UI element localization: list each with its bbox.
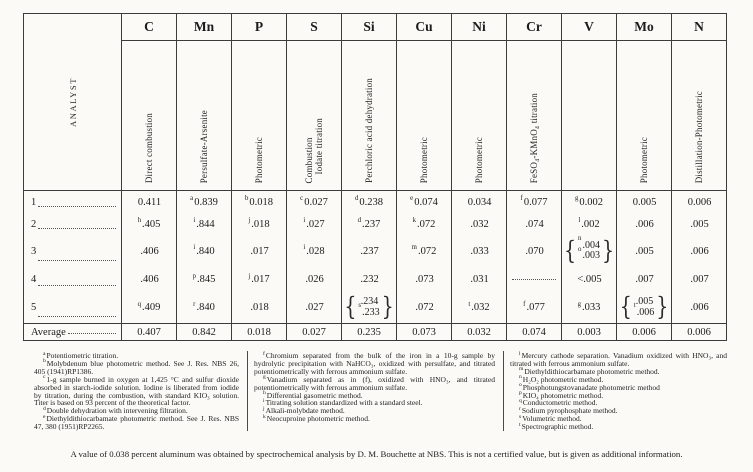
col-header-ni: Ni xyxy=(451,14,506,41)
col-header-si: Si xyxy=(341,14,396,41)
cell-1-cu: $^e$ 0.074 xyxy=(396,191,451,213)
dotted-leader xyxy=(38,228,116,229)
row-label-5: 5 xyxy=(24,292,121,323)
cell-1-v: $^g$ 0.002 xyxy=(561,191,616,213)
cell-1-si: $^d$ 0.238 xyxy=(341,191,396,213)
cell-4-ni: .031 xyxy=(451,267,506,292)
col-header-mo: Mo xyxy=(616,14,671,41)
col-header-s: S xyxy=(286,14,341,41)
analysis-table xyxy=(23,13,727,341)
footnote-g: $^g$Vanadium separated as in (f), oxidized with HNO₃, and titrated potentiometrically with ferrous ammonium sulfate. xyxy=(254,374,495,392)
cell-3-cr: .070 xyxy=(506,235,561,267)
dotted-leader xyxy=(38,316,116,317)
cell-2-mo: .006 xyxy=(616,213,671,235)
dotted-leader xyxy=(38,206,116,207)
method-header-ni: Photometric xyxy=(451,41,506,191)
footnote-c: $^c$1-g sample burned in oxygen at 1,425 °C and sulfur dioxide absorbed in starch-iodide solution. Iodine is liberated from iodide by titration, during the combustion, with standard KIO₃ solution. Titer is based on 93 percent of the theoretical factor. xyxy=(34,374,239,408)
footnote-l: $^l$Mercury cathode separation. Vanadium oxidized with HNO₃, and titrated with ferrous ammonium sulfate. xyxy=(510,350,727,368)
dotted-leader xyxy=(68,333,116,334)
cell-1-cr: $^f$ 0.077 xyxy=(506,191,561,213)
analyst-column-header xyxy=(24,14,121,191)
footnote-m: $^m$Diethyldithiocarbamate photometric method. xyxy=(519,366,660,376)
cell-1-s: $^c$ 0.027 xyxy=(286,191,341,213)
cell-5-n: .006 xyxy=(671,292,726,323)
row-label-3: 3 xyxy=(24,235,121,267)
cell-1-mn: $^a$ 0.839 xyxy=(176,191,231,213)
footnote-j: $^j$Alkali-molybdate method. xyxy=(263,405,345,416)
cell-avg-ni: 0.032 xyxy=(451,323,506,340)
cell-2-s: $^i$ .027 xyxy=(286,213,341,235)
cell-5-cr: $^f$ .077 xyxy=(506,292,561,323)
dotted-leader xyxy=(38,285,116,286)
cell-2-c: $^h$ .405 xyxy=(121,213,176,235)
cell-3-c: .406 xyxy=(121,235,176,267)
footnote-s: $^s$Volumetric method. xyxy=(519,413,582,424)
footnote-column-2 xyxy=(247,351,503,431)
blank-entry-leader xyxy=(512,279,556,280)
footnote-i: $^i$Titrating solution standardized with a standard steel. xyxy=(263,397,423,408)
cell-5-v: $^g$ .033 xyxy=(561,292,616,323)
col-header-cu: Cu xyxy=(396,14,451,41)
cell-3-mo: .005 xyxy=(616,235,671,267)
footnote-h: $^h$Differential gasometric method. xyxy=(263,390,363,400)
footnote-e: $^e$Diethyldithiocarbamate photometric method. See J. Res. NBS 47, 380 (1951)RP2265. xyxy=(34,413,239,432)
cell-3-cu: $^m$ .072 xyxy=(396,235,451,267)
cell-avg-c: 0.407 xyxy=(121,323,176,340)
method-header-n: Distillation-Photometric xyxy=(671,41,726,191)
cell-1-p: $^b$ 0.018 xyxy=(231,191,286,213)
cell-2-ni: .032 xyxy=(451,213,506,235)
cell-1-ni: 0.034 xyxy=(451,191,506,213)
col-header-mn: Mn xyxy=(176,14,231,41)
cell-2-n: .005 xyxy=(671,213,726,235)
cell-avg-cr: 0.074 xyxy=(506,323,561,340)
cell-3-ni: .033 xyxy=(451,235,506,267)
cell-4-cr xyxy=(506,267,561,292)
method-header-p: Photometric xyxy=(231,41,286,191)
cell-avg-mo: 0.006 xyxy=(616,323,671,340)
cell-4-si: .232 xyxy=(341,267,396,292)
footnote-p: $^p$KIO₄ photometric method. xyxy=(519,390,604,400)
method-header-mn: Persulfate-Arsenite xyxy=(176,41,231,191)
cell-5-s: .027 xyxy=(286,292,341,323)
cell-2-cr: .074 xyxy=(506,213,561,235)
cell-avg-cu: 0.073 xyxy=(396,323,451,340)
footnote-t: $^t$Spectrographic method. xyxy=(519,421,594,432)
footnote-r: $^r$Sodium pyrophosphate method. xyxy=(519,405,618,416)
row-label-1: 1 xyxy=(24,191,121,213)
cell-5-ni: $^t$ .032 xyxy=(451,292,506,323)
cell-avg-v: 0.003 xyxy=(561,323,616,340)
col-header-cr: Cr xyxy=(506,14,561,41)
row-label-2: 2 xyxy=(24,213,121,235)
cell-2-mn: $^i$ .844 xyxy=(176,213,231,235)
cell-5-c: $^q$ .409 xyxy=(121,292,176,323)
cell-4-p: $^j$ .017 xyxy=(231,267,286,292)
method-header-s: Combustion Iodate titration xyxy=(286,41,341,191)
method-header-si: Perchloric acid dehydration xyxy=(341,41,396,191)
cell-1-n: 0.006 xyxy=(671,191,726,213)
method-header-cr: FeSO₄-KMnO₄ titration xyxy=(506,41,561,191)
cell-5-si: { .234 $^s$.233 } xyxy=(341,292,396,323)
col-header-v: V xyxy=(561,14,616,41)
cell-1-mo: 0.005 xyxy=(616,191,671,213)
cell-3-si: .237 xyxy=(341,235,396,267)
cell-4-cu: .073 xyxy=(396,267,451,292)
cell-3-mn: $^i$ .840 xyxy=(176,235,231,267)
cell-3-n: .006 xyxy=(671,235,726,267)
cell-5-cu: .072 xyxy=(396,292,451,323)
cell-1-c: 0.411 xyxy=(121,191,176,213)
aluminum-note: A value of 0.038 percent aluminum was obtained by spectrochemical analysis by D. M. Bouchette at NBS. This is not a certified value, but is given as additional information. xyxy=(70,449,683,459)
method-header-cu: Photometric xyxy=(396,41,451,191)
footnote-f: $^f$Chromium separated from the bulk of the iron in a 10-g sample by hydrolytic precipitation with NaHCO₃, oxidized with persulfate, and titrated potentiometrically with ferrous ammonium sulfate. xyxy=(254,350,495,376)
row-label-4: 4 xyxy=(24,267,121,292)
dotted-leader xyxy=(38,260,116,261)
cell-2-p: $^j$ .018 xyxy=(231,213,286,235)
col-header-p: P xyxy=(231,14,286,41)
cell-3-v: { $^n$.004 $^o$.003 } xyxy=(561,235,616,267)
footnote-a: $^a$Potentiometric titration. xyxy=(43,350,119,360)
cell-4-c: .406 xyxy=(121,267,176,292)
cell-2-si: $^d$ .237 xyxy=(341,213,396,235)
footnote-o: $^o$Phosphotungstovanadate photometric method xyxy=(519,382,660,392)
cell-5-mo: { .005 $^t$.006 } xyxy=(616,292,671,323)
cell-avg-mn: 0.842 xyxy=(176,323,231,340)
footnotes-section xyxy=(28,351,735,431)
cell-3-s: $^i$ .028 xyxy=(286,235,341,267)
footnote-column-1 xyxy=(28,351,247,431)
method-header-mo: Photometric xyxy=(616,41,671,191)
col-header-n: N xyxy=(671,14,726,41)
cell-3-p: .017 xyxy=(231,235,286,267)
cell-avg-s: 0.027 xyxy=(286,323,341,340)
footnote-q: $^q$Conductometric method. xyxy=(519,397,598,408)
cell-5-mn: $^r$ .840 xyxy=(176,292,231,323)
cell-4-n: .007 xyxy=(671,267,726,292)
cell-2-v: $^l$ .002 xyxy=(561,213,616,235)
cell-4-mo: .007 xyxy=(616,267,671,292)
cell-avg-n: 0.006 xyxy=(671,323,726,340)
footnote-d: $^d$Double dehydration with intervening filtration. xyxy=(43,405,188,416)
footnote-n: $^n$H₂O₂ photometric method. xyxy=(519,374,604,384)
method-header-c: Direct combustion xyxy=(121,41,176,191)
analyst-label: ANALYST xyxy=(67,76,78,127)
cell-5-p: .018 xyxy=(231,292,286,323)
cell-4-v: <.005 xyxy=(561,267,616,292)
row-label-average: Average xyxy=(24,323,121,340)
cell-4-s: .026 xyxy=(286,267,341,292)
cell-2-cu: $^k$ .072 xyxy=(396,213,451,235)
cell-4-mn: $^p$ .845 xyxy=(176,267,231,292)
method-header-v xyxy=(561,41,616,191)
footnote-column-3 xyxy=(503,351,735,431)
cell-avg-si: 0.235 xyxy=(341,323,396,340)
footnote-k: $^k$Neocuproine photometric method. xyxy=(263,413,370,424)
footnote-b: $^b$Molybdenum blue photometric method. See J. Res. NBS 26, 405 (1941)RP1386. xyxy=(34,358,239,376)
col-header-c: C xyxy=(121,14,176,41)
cell-avg-p: 0.018 xyxy=(231,323,286,340)
